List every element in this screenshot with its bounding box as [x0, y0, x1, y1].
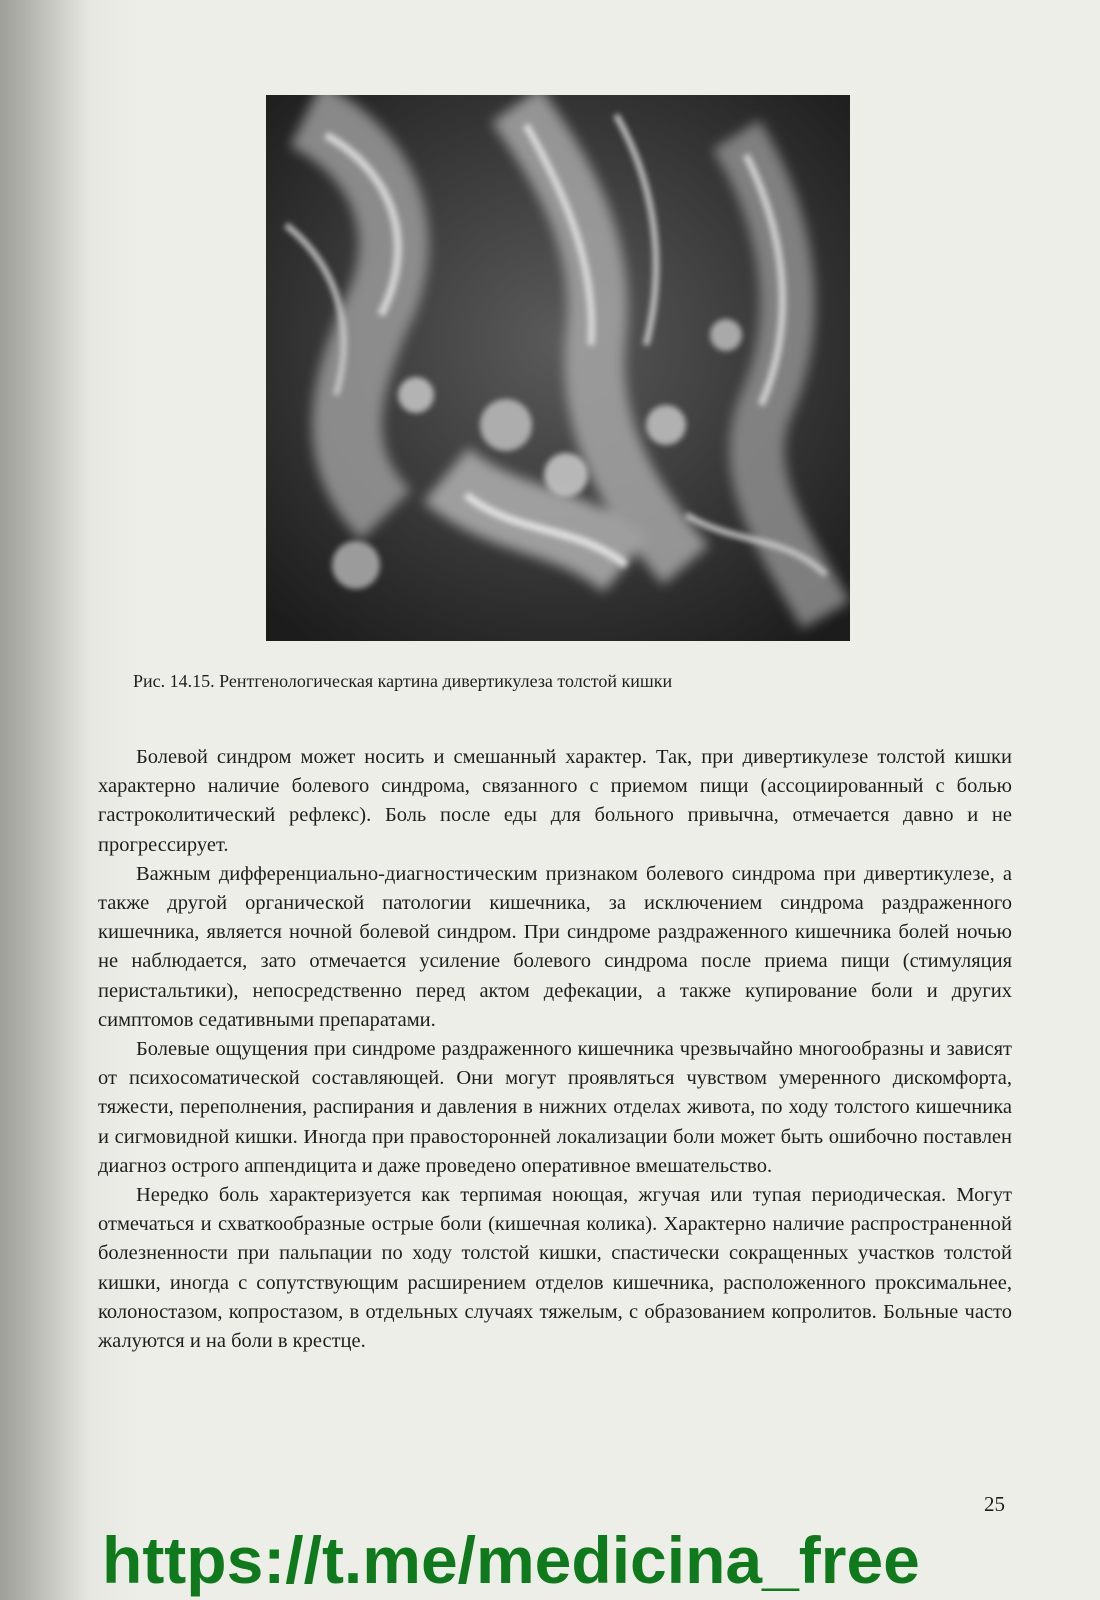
page-number: 25 [984, 1492, 1005, 1516]
body-text [98, 743, 1012, 1356]
paragraph: Важным дифференциально-диагностическим признаком болевого синдрома при дивертикулезе, а также другой органической патологии кишечника, за исключением синдрома раздраженного кишечника, является ночной болевой синдром. При синдроме раздраженного кишечника болей ночью не наблюдается, зато отмечается усиление болевого синдрома после приема пищи (стимуляция перистальтики), непосредственно перед актом дефекации, а также купирование боли и других симптомов седативными препаратами. [98, 862, 1012, 1031]
paragraph: Болевые ощущения при синдроме раздраженного кишечника чрезвычайно многообразны и зависят от психосоматической составляющей. Они могут проявляться чувством умеренного дискомфорта, тяжести, переполнения, распирания и давления в нижних отделах живота, по ходу толстого кишечника и сигмовидной кишки. Иногда при правосторонней локализации боли может быть ошибочно поставлен диагноз острого аппендицита и даже проведено оперативное вмешательство. [98, 1038, 1012, 1177]
paragraph: Нередко боль характеризуется как терпимая ноющая, жгучая или тупая периодическая. Могут отмечаться и схваткообразные острые боли (кишечная колика). Характерно наличие распространенной болезненности при пальпации по ходу толстой кишки, спастически сокращенных участков толстой кишки, иногда с сопутствующим расширением отделов кишечника, расположенного проксимальнее, колоностазом, копростазом, в отдельных случаях тяжелым, с образованием копролитов. Больные часто жалуются и на боли в крестце. [98, 1184, 1012, 1353]
xray-image [266, 95, 850, 641]
figure-caption: Рис. 14.15. Рентгенологическая картина дивертикулеза толстой кишки [133, 671, 673, 691]
spine-shadow [0, 0, 90, 1600]
paragraph: Болевой синдром может носить и смешанный характер. Так, при дивертикулезе толстой кишки характерно наличие болевого синдрома, связанного с приемом пищи (ассоциированный с болью гастроколитический рефлекс). Боль после еды для больного привычна, отмечается давно и не прогрессирует. [98, 746, 1012, 856]
xray-illustration [266, 95, 850, 641]
watermark-link[interactable]: https://t.me/medicina_free [102, 1523, 920, 1597]
